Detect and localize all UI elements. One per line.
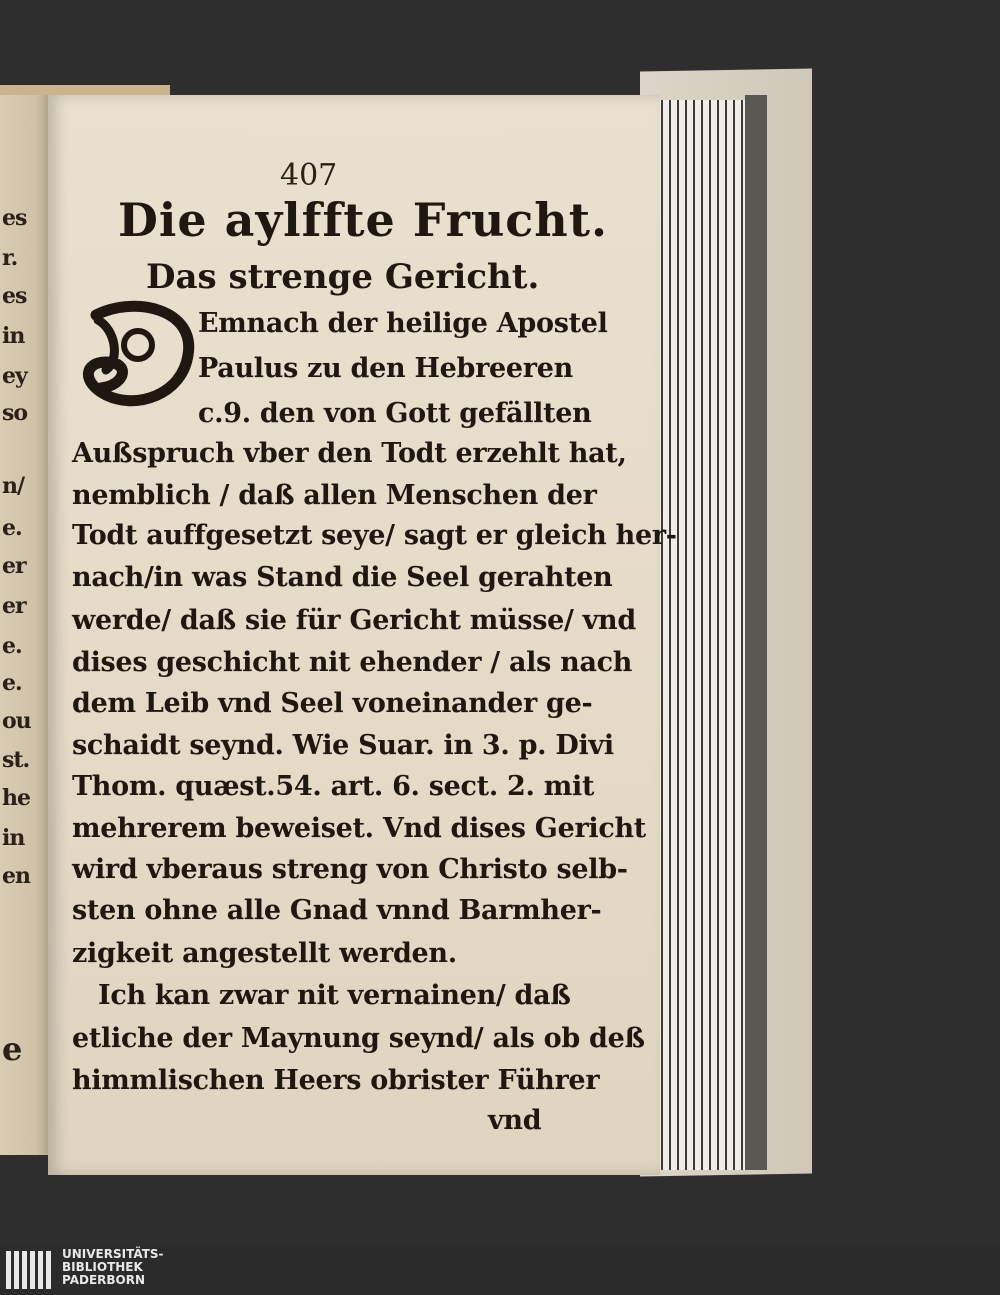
left-page-fragment: he <box>2 785 30 811</box>
library-logo-icon <box>6 1251 56 1289</box>
text-line: zigkeit angestellt werden. <box>72 938 457 969</box>
text-line: Todt auffgesetzt seye/ sagt er gleich her- <box>72 520 677 551</box>
text-line: mehrerem beweiset. Vnd dises Gericht <box>72 813 646 844</box>
text-line: nach/in was Stand die Seel gerahten <box>72 562 613 593</box>
logo-line: UNIVERSITÄTS- <box>62 1247 164 1261</box>
page-edge-shadow <box>745 95 767 1170</box>
left-page <box>0 95 52 1155</box>
text-line: Paulus zu den Hebreeren <box>198 353 573 384</box>
left-page-fragment: in <box>2 825 25 851</box>
text-line: nemblich / daß allen Menschen der <box>72 480 597 511</box>
text-line: schaidt seynd. Wie Suar. in 3. p. Divi <box>72 730 614 761</box>
text-line: Außspruch vber den Todt erzehlt hat, <box>72 438 627 469</box>
text-line: etliche der Maynung seynd/ als ob deß <box>72 1023 645 1054</box>
text-line: Emnach der heilige Apostel <box>198 308 608 339</box>
logo-line: PADERBORN <box>62 1273 146 1287</box>
left-page-fragment: e. <box>2 670 22 696</box>
left-page-fragment: es <box>2 283 27 309</box>
left-page-fragment: in <box>2 323 25 349</box>
left-page-fragment: e. <box>2 633 22 659</box>
left-page-fragment: n/ <box>2 473 25 499</box>
library-logo-text <box>62 1248 164 1287</box>
logo-line: BIBLIOTHEK <box>62 1260 143 1274</box>
left-page-fragment: e <box>2 1030 22 1068</box>
left-page-fragment: en <box>2 863 30 889</box>
left-page-fragment: r. <box>2 245 18 271</box>
drop-cap-initial <box>76 300 198 410</box>
text-line: werde/ daß sie für Gericht müsse/ vnd <box>72 605 636 636</box>
page-title: Die aylffte Frucht. <box>118 193 609 247</box>
text-line: dises geschicht nit ehender / als nach <box>72 647 633 678</box>
text-line: Ich kan zwar nit vernainen/ daß <box>98 980 571 1011</box>
left-page-fragment: ou <box>2 708 31 734</box>
left-page-fragment: ey <box>2 363 27 389</box>
footer <box>0 1245 1000 1295</box>
text-line: Thom. quæst.54. art. 6. sect. 2. mit <box>72 771 595 802</box>
text-line: sten ohne alle Gnad vnnd Barmher- <box>72 895 602 926</box>
text-line: vnd <box>488 1105 542 1136</box>
left-page-fragment: so <box>2 400 28 426</box>
book-page <box>48 95 677 1175</box>
left-page-fragment: er <box>2 593 26 619</box>
left-page-fragment: e. <box>2 515 22 541</box>
text-line: dem Leib vnd Seel voneinander ge- <box>72 688 593 719</box>
text-line: c.9. den von Gott gefällten <box>198 398 592 429</box>
page-subtitle: Das strenge Gericht. <box>146 257 540 297</box>
page-edges <box>655 100 750 1170</box>
text-line: himmlischen Heers obrister Führer <box>72 1065 600 1096</box>
left-page-fragment: es <box>2 205 27 231</box>
text-line: wird vberaus streng von Christo selb- <box>72 854 628 885</box>
left-page-fragment: st. <box>2 747 30 773</box>
page-number: 407 <box>280 158 338 193</box>
left-page-fragment: er <box>2 553 26 579</box>
